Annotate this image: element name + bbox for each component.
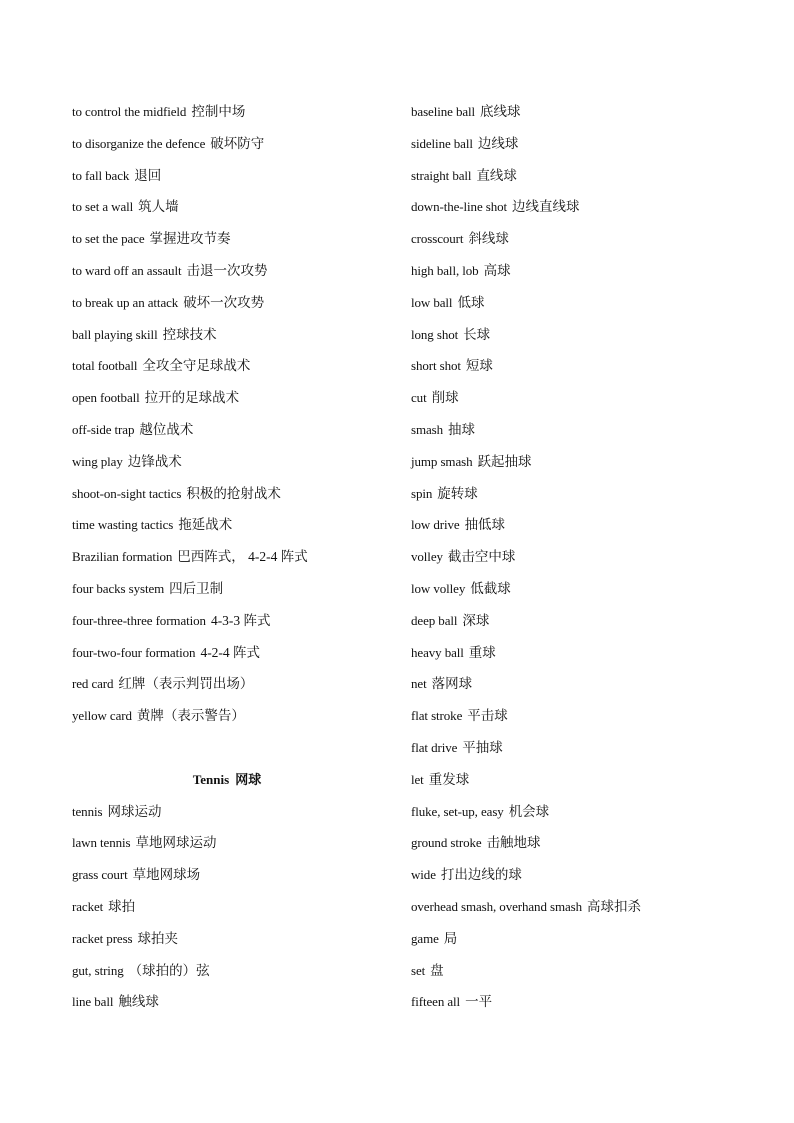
term-entry: [72, 128, 382, 160]
term-entry: [411, 732, 741, 764]
term-english: to ward off an assault: [72, 262, 182, 278]
term-entry: [72, 605, 382, 637]
term-english: fluke, set-up, easy: [411, 803, 504, 819]
term-entry: [72, 96, 382, 128]
left-column: [72, 96, 382, 1018]
term-english: racket press: [72, 930, 133, 946]
term-english: baseline ball: [411, 104, 476, 119]
term-chinese: 边锋战术: [127, 453, 182, 469]
term-entry: [411, 191, 741, 223]
right-column: [411, 96, 741, 1018]
term-chinese: 高球扣杀: [587, 898, 642, 914]
term-chinese: 斜线球: [468, 231, 509, 247]
term-english: fifteen all: [411, 994, 461, 1010]
term-entry: [72, 223, 382, 255]
term-entry: [411, 509, 741, 541]
term-chinese: 越位战术: [139, 421, 194, 437]
term-english: net: [411, 676, 427, 692]
term-english: Brazilian formation: [72, 549, 173, 565]
term-english: four-three-three formation: [72, 612, 206, 628]
term-entry: [411, 160, 741, 192]
term-entry: [72, 287, 382, 319]
term-english: ground stroke: [411, 835, 482, 851]
term-chinese: 四后卫制: [169, 580, 224, 596]
term-english: short shot: [411, 358, 461, 374]
term-english: flat stroke: [411, 708, 463, 724]
term-english: to control the midfield: [72, 104, 187, 119]
term-entry: [411, 382, 741, 414]
term-entry: [72, 986, 382, 1018]
term-chinese: 截击空中球: [447, 549, 516, 565]
term-chinese: 低截球: [470, 580, 511, 596]
term-entry: [72, 700, 382, 732]
term-entry: [411, 668, 741, 700]
term-chinese: 掌握进攻节奏: [149, 231, 231, 247]
term-entry: [72, 446, 382, 478]
term-english: long shot: [411, 326, 459, 342]
term-english: set: [411, 962, 426, 978]
section-heading-tennis: [72, 764, 382, 796]
term-chinese: 破坏防守: [210, 135, 265, 151]
term-chinese: 深球: [462, 612, 490, 628]
term-entry: [72, 955, 382, 987]
term-english: jump smash: [411, 453, 473, 469]
term-chinese: 拉开的足球战术: [144, 390, 240, 406]
term-english: grass court: [72, 867, 128, 883]
term-entry: [72, 255, 382, 287]
term-english: flat drive: [411, 739, 458, 755]
term-entry: [411, 986, 741, 1018]
term-chinese: 红牌（表示判罚出场）: [118, 676, 254, 692]
section-heading-chinese: 网球: [235, 771, 262, 787]
term-chinese: 球拍: [108, 898, 136, 914]
term-english: game: [411, 930, 439, 946]
term-english: open football: [72, 390, 140, 406]
term-entry: [72, 668, 382, 700]
term-chinese: 局: [443, 930, 458, 946]
term-entry: [72, 382, 382, 414]
term-entry: [411, 446, 741, 478]
term-entry: [411, 955, 741, 987]
term-entry: [72, 509, 382, 541]
term-entry: [411, 605, 741, 637]
term-entry: [411, 255, 741, 287]
term-english: line ball: [72, 994, 114, 1010]
term-entry: [411, 287, 741, 319]
term-entry: [72, 923, 382, 955]
term-chinese: 底线球: [480, 104, 521, 119]
term-english: to disorganize the defence: [72, 135, 206, 151]
term-entry: [72, 541, 382, 573]
term-entry: [72, 191, 382, 223]
term-chinese: 抽低球: [464, 517, 506, 533]
term-chinese: 边线直线球: [512, 199, 580, 215]
term-entry: [411, 128, 741, 160]
term-english: lawn tennis: [72, 835, 131, 851]
term-chinese: 网球运动: [107, 803, 162, 819]
term-english: tennis: [72, 803, 103, 819]
term-entry: [72, 796, 382, 828]
term-chinese: 全攻全守足球战术: [142, 358, 251, 374]
term-chinese: 跃起抽球: [477, 453, 532, 469]
term-entry: [72, 414, 382, 446]
term-chinese: 平击球: [467, 708, 508, 724]
term-entry: [411, 350, 741, 382]
term-english: to set a wall: [72, 199, 134, 215]
term-english: to fall back: [72, 167, 130, 183]
term-entry: [411, 414, 741, 446]
term-entry: [411, 637, 741, 669]
term-chinese: 黄牌（表示警告）: [136, 708, 245, 724]
term-english: down-the-line shot: [411, 199, 508, 215]
term-english: low volley: [411, 580, 466, 596]
term-entry: [411, 827, 741, 859]
term-entry: [411, 96, 741, 128]
term-chinese: 控球技术: [162, 326, 217, 342]
term-chinese: 重发球: [428, 771, 470, 787]
term-english: straight ball: [411, 167, 472, 183]
term-entry: [411, 700, 741, 732]
term-english: gut, string: [72, 962, 124, 978]
term-chinese: 直线球: [476, 167, 517, 183]
term-english: four-two-four formation: [72, 644, 196, 660]
term-chinese: 削球: [431, 390, 459, 406]
term-english: shoot-on-sight tactics: [72, 485, 182, 501]
term-english: sideline ball: [411, 135, 473, 151]
term-english: four backs system: [72, 580, 165, 596]
term-english: time wasting tactics: [72, 517, 174, 533]
term-chinese: 击退一次攻势: [186, 262, 268, 278]
term-chinese: 边线球: [477, 135, 519, 151]
term-entry: [72, 478, 382, 510]
term-entry: [72, 350, 382, 382]
term-chinese: 平抽球: [462, 739, 503, 755]
term-entry: [72, 827, 382, 859]
term-entry: [411, 859, 741, 891]
term-entry: [72, 891, 382, 923]
term-chinese: 筑人墙: [138, 199, 179, 215]
term-english: to break up an attack: [72, 294, 179, 310]
term-chinese: 重球: [468, 644, 496, 660]
term-chinese: 破坏一次攻势: [183, 294, 265, 310]
term-english: deep ball: [411, 612, 458, 628]
term-chinese: 抽球: [448, 421, 476, 437]
term-entry: [411, 478, 741, 510]
term-chinese: 4-3-3 阵式: [210, 612, 271, 628]
term-chinese: 短球: [465, 358, 493, 374]
term-chinese: 高球: [483, 262, 511, 278]
term-chinese: 控制中场: [191, 104, 246, 119]
term-chinese: 退回: [134, 167, 162, 183]
section-spacer: [72, 732, 382, 764]
term-english: to set the pace: [72, 231, 145, 247]
term-english: yellow card: [72, 708, 132, 724]
term-english: cut: [411, 390, 427, 406]
term-chinese: 落网球: [431, 676, 473, 692]
term-english: overhead smash, overhand smash: [411, 898, 583, 914]
term-chinese: 长球: [463, 326, 491, 342]
term-entry: [72, 319, 382, 351]
term-chinese: （球拍的）弦: [128, 962, 210, 978]
term-chinese: 一平: [465, 994, 493, 1010]
term-chinese: 击触地球: [486, 835, 541, 851]
term-english: crosscourt: [411, 231, 464, 247]
term-chinese: 盘: [430, 962, 444, 978]
term-entry: [411, 923, 741, 955]
term-chinese: 球拍夹: [137, 930, 179, 946]
term-entry: [72, 573, 382, 605]
term-english: off-side trap: [72, 421, 135, 437]
term-english: high ball, lob: [411, 262, 479, 278]
term-english: wide: [411, 867, 436, 883]
term-english: let: [411, 771, 424, 787]
term-english: ball playing skill: [72, 326, 158, 342]
term-chinese: 草地网球场: [132, 867, 201, 883]
term-english: smash: [411, 421, 444, 437]
term-entry: [411, 223, 741, 255]
term-entry: [72, 637, 382, 669]
term-chinese: 低球: [457, 294, 485, 310]
section-heading-english: Tennis: [192, 771, 230, 787]
term-english: wing play: [72, 453, 123, 469]
term-chinese: 积极的抢射战术: [186, 485, 281, 501]
term-chinese: 拖延战术: [178, 517, 233, 533]
term-english: spin: [411, 485, 433, 501]
term-chinese: 旋转球: [437, 485, 478, 501]
term-chinese: 4-2-4 阵式: [200, 644, 261, 660]
term-english: volley: [411, 549, 443, 565]
term-chinese: 触线球: [118, 994, 159, 1010]
term-entry: [411, 573, 741, 605]
term-entry: [411, 541, 741, 573]
term-chinese: 打出边线的球: [440, 867, 522, 883]
term-entry: [411, 764, 741, 796]
term-english: red card: [72, 676, 114, 692]
term-chinese: 草地网球运动: [135, 835, 217, 851]
term-entry: [72, 859, 382, 891]
term-english: heavy ball: [411, 644, 464, 660]
term-entry: [411, 319, 741, 351]
term-english: racket: [72, 898, 104, 914]
term-chinese: 机会球: [508, 803, 550, 819]
term-entry: [72, 160, 382, 192]
term-entry: [411, 796, 741, 828]
term-entry: [411, 891, 741, 923]
term-english: low ball: [411, 294, 453, 310]
term-english: total football: [72, 358, 138, 374]
term-english: low drive: [411, 517, 460, 533]
term-chinese: 巴西阵式， 4-2-4 阵式: [177, 549, 308, 565]
